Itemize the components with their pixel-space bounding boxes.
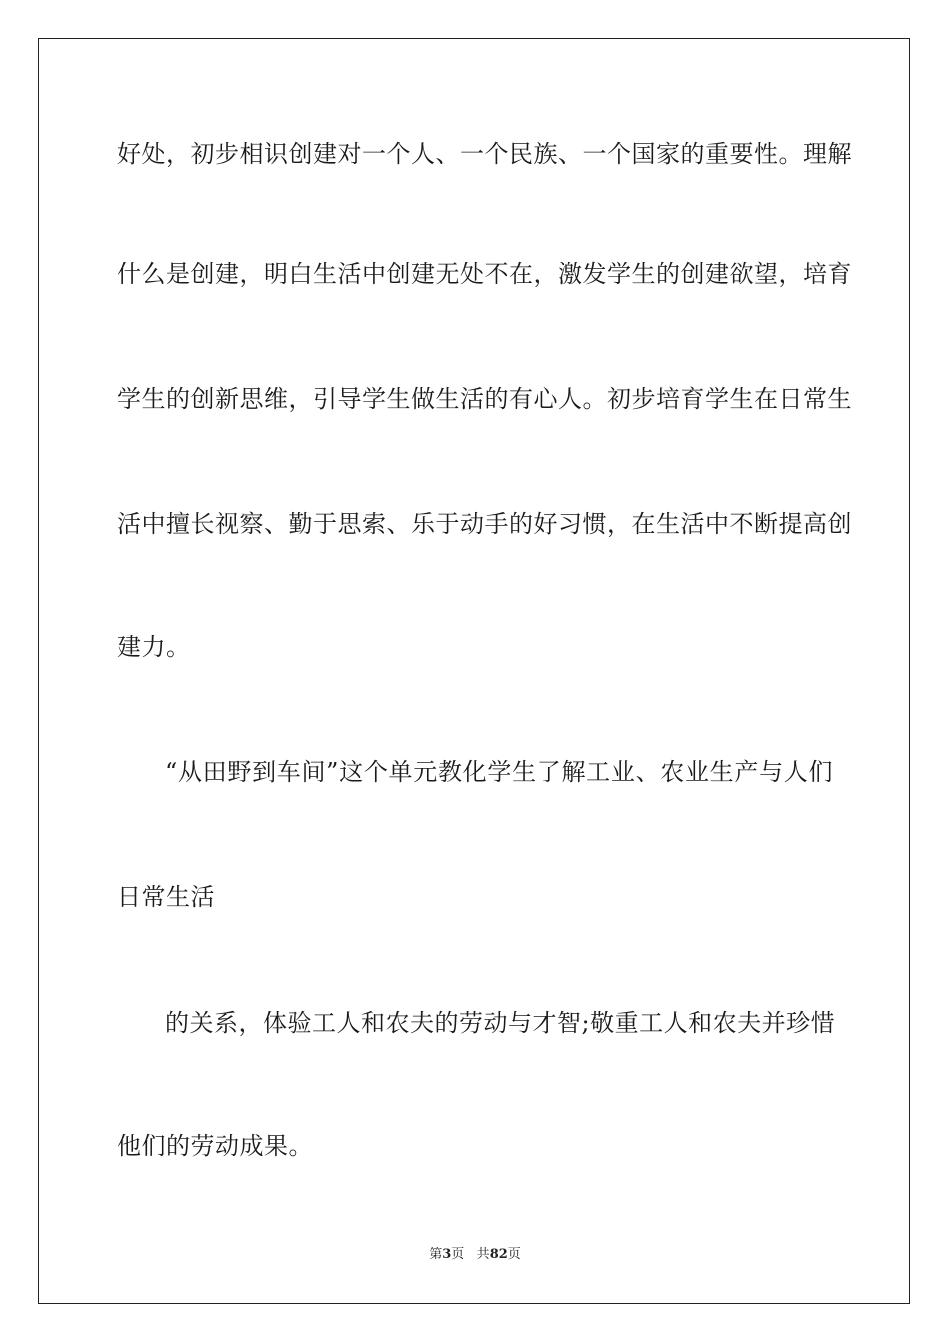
body-line-8: 的关系，体验工人和农夫的劳动与才智;敬重工人和农夫并珍惜 bbox=[165, 1009, 836, 1037]
footer-total-prefix: 共 bbox=[476, 1247, 490, 1262]
footer-current-page: 3 bbox=[442, 1247, 452, 1262]
body-line-3: 学生的创新思维，引导学生做生活的有心人。初步培育学生在日常生 bbox=[117, 385, 852, 413]
footer-prefix: 第 bbox=[429, 1247, 443, 1262]
body-line-9: 他们的劳动成果。 bbox=[117, 1132, 313, 1160]
body-line-7: 日常生活 bbox=[117, 883, 215, 911]
body-line-6: “从田野到车间”这个单元教化学生了解工业、农业生产与人们 bbox=[165, 758, 833, 786]
page-footer bbox=[0, 1247, 950, 1263]
body-line-5: 建力。 bbox=[117, 633, 191, 661]
footer-total-suffix: 页 bbox=[507, 1247, 521, 1262]
body-line-1: 好处，初步相识创建对一个人、一个民族、一个国家的重要性。理解 bbox=[117, 140, 852, 168]
footer-page-suffix: 页 bbox=[451, 1247, 465, 1262]
body-line-4: 活中擅长视察、勤于思索、乐于动手的好习惯，在生活中不断提高创 bbox=[117, 510, 852, 538]
body-line-2: 什么是创建，明白生活中创建无处不在，激发学生的创建欲望，培育 bbox=[117, 260, 852, 288]
page-border bbox=[38, 38, 910, 1304]
footer-total-pages: 82 bbox=[489, 1247, 508, 1262]
